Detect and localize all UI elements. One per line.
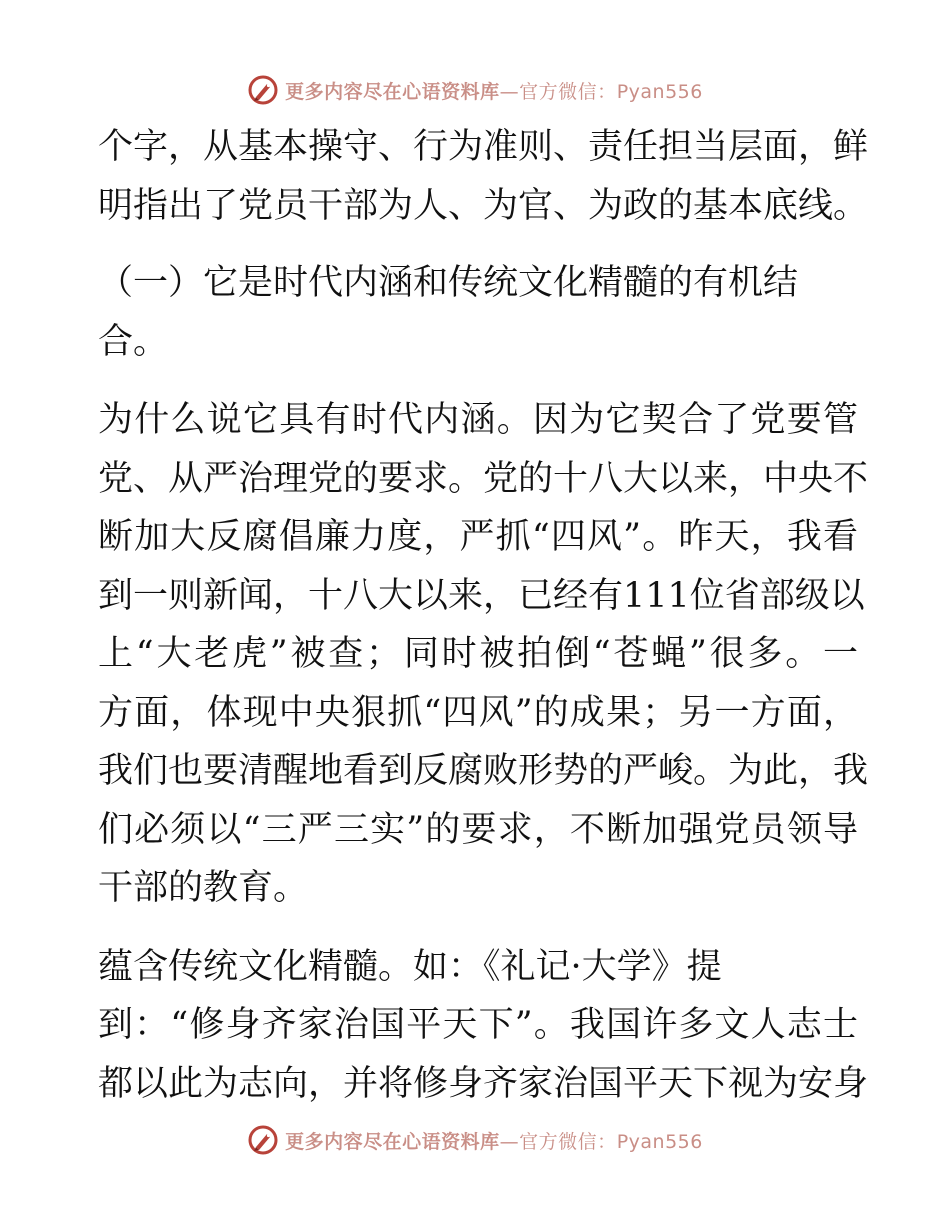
text-line: （一）它是时代内涵和传统文化精髓的有机结 bbox=[98, 263, 799, 303]
pen-nib-logo-icon bbox=[247, 74, 279, 106]
watermark-main: 更多内容尽在心语资料库 bbox=[285, 1130, 500, 1153]
watermark-brand: 官方微信： bbox=[519, 1130, 617, 1153]
text-line: 到：“修身齐家治国平天下”。我国许多文人志士 bbox=[98, 1005, 858, 1045]
paragraph-1 bbox=[98, 118, 869, 235]
text-line: 我们也要清醒地看到反腐败形势的严峻。为此，我 bbox=[98, 751, 869, 791]
header-watermark bbox=[0, 70, 950, 110]
text-line: 干部的教育。 bbox=[98, 868, 309, 908]
text-line: 党、从严治理党的要求。党的十八大以来，中央不 bbox=[98, 458, 869, 499]
text-line: 上“大老虎”被查；同时被拍倒“苍蝇”很多。一 bbox=[98, 634, 858, 674]
text-line: 明指出了党员干部为人、为官、为政的基本底线。 bbox=[98, 185, 869, 226]
text-line: 们必须以“三严三实”的要求，不断加强党员领导 bbox=[98, 809, 858, 850]
text-line: 方面，体现中央狠抓“四风”的成果；另一方面， bbox=[98, 692, 858, 733]
watermark-brand: 官方微信： bbox=[519, 80, 617, 103]
text-line: 为什么说它具有时代内涵。因为它契合了党要管 bbox=[98, 400, 858, 440]
text-line: 到一则新闻，十八大以来，已经有111位省部级以 bbox=[98, 575, 865, 616]
paragraph-4 bbox=[98, 938, 869, 1114]
watermark-account: Pyan556 bbox=[616, 80, 703, 103]
section-heading bbox=[98, 254, 858, 371]
pen-nib-logo-icon bbox=[247, 1124, 279, 1156]
watermark-text bbox=[285, 77, 703, 104]
footer-watermark bbox=[0, 1120, 950, 1160]
text-line: 蕴含传统文化精髓。如：《礼记·大学》提 bbox=[98, 946, 722, 987]
document-body bbox=[98, 118, 869, 1132]
paragraph-3 bbox=[98, 391, 869, 918]
watermark-text bbox=[285, 1127, 703, 1154]
text-line: 都以此为志向，并将修身齐家治国平天下视为安身 bbox=[98, 1063, 869, 1104]
watermark-separator: — bbox=[499, 80, 520, 103]
text-line: 合。 bbox=[98, 321, 169, 362]
text-line: 断加大反腐倡廉力度，严抓“四风”。昨天，我看 bbox=[98, 517, 858, 557]
watermark-separator: — bbox=[499, 1130, 520, 1153]
text-line: 个字，从基本操守、行为准则、责任担当层面，鲜 bbox=[98, 127, 869, 167]
watermark-main: 更多内容尽在心语资料库 bbox=[285, 80, 500, 103]
watermark-account: Pyan556 bbox=[616, 1130, 703, 1153]
